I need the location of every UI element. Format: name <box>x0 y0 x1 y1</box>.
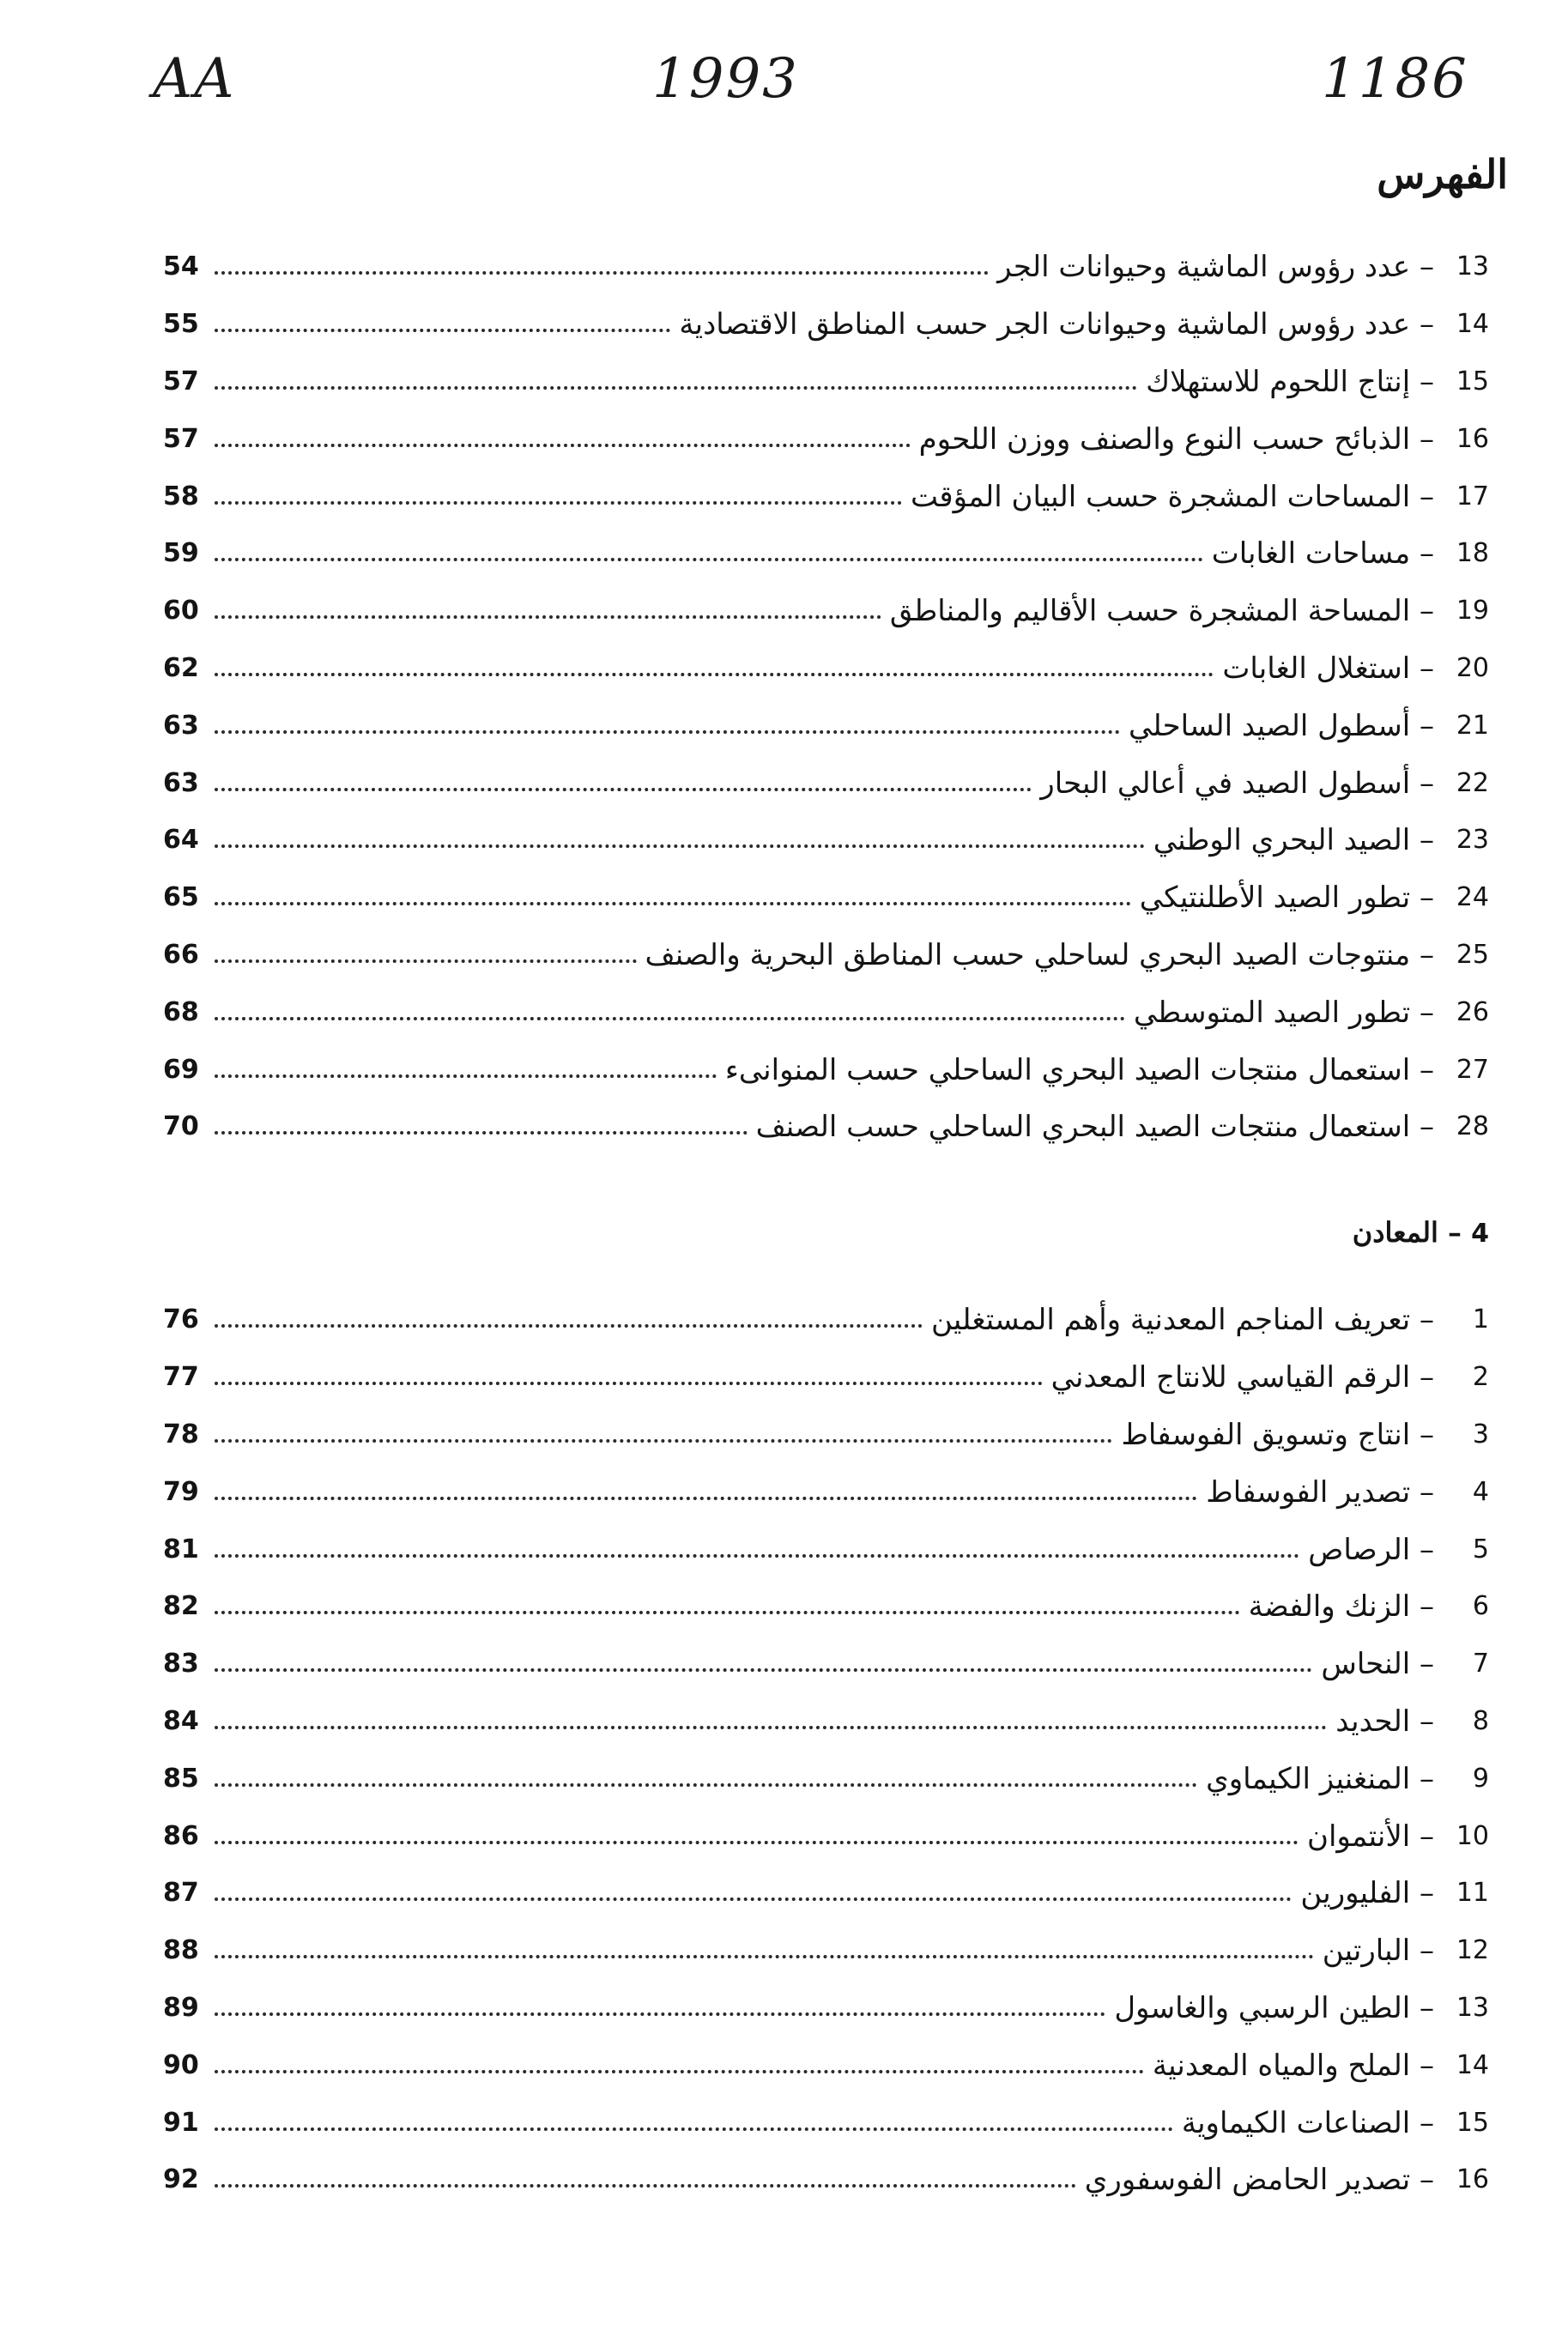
toc-row <box>163 1750 1489 1807</box>
toc-entry-title: – انتاج وتسويق الفوسفاط <box>1121 1417 1434 1452</box>
dot-leader <box>215 1497 1197 1500</box>
toc-page-number: 86 <box>163 1820 199 1851</box>
toc-row <box>163 1865 1489 1922</box>
toc-entry-number: 28 <box>1456 1111 1489 1142</box>
toc-page-number: 63 <box>163 767 199 798</box>
toc-entry-number: 23 <box>1456 825 1489 856</box>
toc-row <box>163 1980 1489 2037</box>
toc-page-number: 55 <box>163 309 199 340</box>
toc-section-livestock <box>163 239 1489 1156</box>
dot-leader <box>215 1439 1112 1443</box>
toc-entry-title: – الفليورين <box>1300 1876 1434 1911</box>
toc-row <box>163 983 1489 1041</box>
toc-page-number: 59 <box>163 538 199 569</box>
toc-entry-number: 26 <box>1456 996 1489 1027</box>
dot-leader <box>215 788 1032 791</box>
toc-row <box>163 1098 1489 1156</box>
handwritten-mark-left: AA <box>153 47 236 111</box>
dot-leader <box>215 1783 1197 1787</box>
dot-leader <box>215 844 1145 848</box>
toc-entry-title: – أسطول الصيد في أعالي البحار <box>1040 766 1434 801</box>
toc-entry-title: – الحديد <box>1335 1704 1434 1739</box>
toc-entry-title: – استعمال منتجات الصيد البحري الساحلي حسب المنوانىء <box>724 1052 1434 1087</box>
dot-leader <box>215 1324 923 1328</box>
toc-page-number: 60 <box>163 596 199 626</box>
toc-entry-title: – الرصاص <box>1308 1532 1434 1567</box>
toc-entry-title: – النحاس <box>1321 1647 1434 1682</box>
toc-entry-title: – الذبائح حسب النوع والصنف ووزن اللحوم <box>918 421 1434 457</box>
toc-page-number: 83 <box>163 1649 199 1679</box>
toc-row <box>163 2151 1489 2209</box>
toc-row <box>163 927 1489 984</box>
toc-row <box>163 239 1489 296</box>
toc-page-number: 69 <box>163 1054 199 1085</box>
toc-entry-title: – منتوجات الصيد البحري لساحلي حسب المناطق البحرية والصنف <box>645 937 1434 972</box>
toc-page-number: 57 <box>163 366 199 396</box>
toc-page-number: 79 <box>163 1476 199 1507</box>
toc-row <box>163 1636 1489 1693</box>
dot-leader <box>215 1841 1299 1844</box>
toc-entry-number: 14 <box>1456 309 1489 340</box>
toc-entry-number: 21 <box>1456 710 1489 741</box>
toc-page-number: 64 <box>163 825 199 856</box>
toc-page-number: 91 <box>163 2107 199 2138</box>
dot-leader <box>215 558 1203 561</box>
dot-leader <box>215 1131 748 1135</box>
toc-entry-number: 25 <box>1456 939 1489 970</box>
toc-entry-number: 22 <box>1456 767 1489 798</box>
toc-row <box>163 1578 1489 1636</box>
toc-row <box>163 1521 1489 1578</box>
dot-leader <box>215 730 1120 734</box>
dot-leader <box>215 386 1137 390</box>
toc-page-number: 54 <box>163 251 199 282</box>
toc-page-number: 89 <box>163 1992 199 2023</box>
toc-entry-number: 5 <box>1472 1534 1489 1564</box>
section-dash: – <box>1447 1216 1462 1249</box>
toc-entry-number: 15 <box>1456 366 1489 396</box>
toc-entry-number: 20 <box>1456 652 1489 683</box>
toc-page-number: 65 <box>163 882 199 913</box>
dot-leader <box>215 329 670 332</box>
toc-page-number: 78 <box>163 1419 199 1449</box>
toc-entry-number: 24 <box>1456 882 1489 913</box>
toc-entry-title: – تطور الصيد المتوسطي <box>1133 995 1434 1030</box>
toc-row <box>163 1922 1489 1980</box>
toc-entry-title: – عدد رؤوس الماشية وحيوانات الجر حسب المناطق الاقتصادية <box>679 307 1434 342</box>
dot-leader <box>215 271 989 275</box>
toc-page-number: 76 <box>163 1304 199 1335</box>
toc-row <box>163 2094 1489 2151</box>
toc-page-number: 84 <box>163 1705 199 1736</box>
toc-entry-title: – أسطول الصيد الساحلي <box>1128 708 1434 743</box>
toc-entry-title: – الرقم القياسي للانتاج المعدني <box>1050 1360 1434 1395</box>
toc-entry-number: 8 <box>1472 1705 1489 1736</box>
handwritten-mark-center: 1993 <box>652 47 799 111</box>
toc-row <box>163 410 1489 468</box>
dot-leader <box>215 501 902 505</box>
toc-row <box>163 1407 1489 1464</box>
toc-entry-number: 6 <box>1472 1591 1489 1622</box>
toc-entry-title: – الزنك والفضة <box>1248 1589 1434 1625</box>
section-number: 4 <box>1471 1219 1489 1249</box>
toc-entry-title: – الصناعات الكيماوية <box>1181 2105 1434 2140</box>
toc-entry-title: – عدد رؤوس الماشية وحيوانات الجر <box>997 250 1434 285</box>
toc-entry-number: 16 <box>1456 423 1489 454</box>
toc-entry-title: – الصيد البحري الوطني <box>1153 823 1434 858</box>
toc-entry-number: 16 <box>1456 2164 1489 2195</box>
toc-row <box>163 869 1489 927</box>
toc-row <box>163 697 1489 754</box>
handwritten-mark-right: 1186 <box>1322 47 1468 111</box>
toc-page-number: 77 <box>163 1362 199 1393</box>
section-heading-minerals <box>1352 1216 1489 1249</box>
toc-row <box>163 1292 1489 1349</box>
toc-row <box>163 2036 1489 2094</box>
toc-row <box>163 525 1489 583</box>
toc-entry-number: 3 <box>1472 1419 1489 1449</box>
toc-entry-number: 13 <box>1456 251 1489 282</box>
dot-leader <box>215 1074 717 1078</box>
toc-row <box>163 1463 1489 1521</box>
dot-leader <box>215 2012 1105 2016</box>
toc-row <box>163 296 1489 354</box>
toc-page-number: 87 <box>163 1878 199 1909</box>
dot-leader <box>215 2184 1076 2188</box>
toc-entry-number: 7 <box>1472 1649 1489 1679</box>
toc-page-number: 92 <box>163 2164 199 2195</box>
toc-entry-title: – تطور الصيد الأطلنتيكي <box>1139 881 1434 916</box>
toc-entry-number: 17 <box>1456 481 1489 511</box>
toc-page-number: 63 <box>163 710 199 741</box>
toc-entry-title: – المنغنيز الكيماوي <box>1206 1761 1434 1796</box>
toc-entry-title: – تصدير الحامض الفوسفوري <box>1084 2163 1434 2198</box>
toc-entry-number: 10 <box>1456 1820 1489 1851</box>
toc-entry-number: 4 <box>1472 1476 1489 1507</box>
toc-entry-title: – تعريف المناجم المعدنية وأهم المستغلين <box>931 1303 1434 1338</box>
toc-entry-number: 9 <box>1472 1763 1489 1794</box>
toc-entry-title: – المساحات المشجرة حسب البيان المؤقت <box>911 479 1434 514</box>
toc-entry-title: – استعمال منتجات الصيد البحري الساحلي حسب الصنف <box>755 1110 1434 1145</box>
dot-leader <box>215 673 1214 676</box>
toc-row <box>163 1807 1489 1865</box>
toc-page-number: 81 <box>163 1534 199 1564</box>
section-title: المعادن <box>1352 1216 1438 1249</box>
toc-entry-number: 12 <box>1456 1935 1489 1966</box>
toc-page-number: 68 <box>163 996 199 1027</box>
toc-page-number: 82 <box>163 1591 199 1622</box>
toc-entry-title: – المساحة المشجرة حسب الأقاليم والمناطق <box>889 594 1434 629</box>
toc-row <box>163 1349 1489 1407</box>
dot-leader <box>215 1611 1240 1614</box>
dot-leader <box>215 902 1131 905</box>
toc-entry-number: 19 <box>1456 596 1489 626</box>
toc-row <box>163 640 1489 698</box>
toc-page-number: 66 <box>163 939 199 970</box>
toc-page-number: 85 <box>163 1763 199 1794</box>
toc-entry-title: – إنتاج اللحوم للاستهلاك <box>1146 364 1434 399</box>
dot-leader <box>215 1726 1327 1729</box>
toc-row <box>163 812 1489 869</box>
toc-entry-number: 2 <box>1472 1362 1489 1393</box>
toc-entry-number: 15 <box>1456 2107 1489 2138</box>
toc-entry-title: – الملح والمياه المعدنية <box>1152 2048 1434 2083</box>
toc-entry-number: 18 <box>1456 538 1489 569</box>
toc-entry-title: – مساحات الغابات <box>1211 536 1434 572</box>
toc-page-number: 58 <box>163 481 199 511</box>
toc-row <box>163 354 1489 411</box>
dot-leader <box>215 1382 1043 1385</box>
toc-entry-number: 14 <box>1456 2049 1489 2080</box>
dot-leader <box>215 1897 1292 1901</box>
toc-entry-title: – البارتين <box>1322 1934 1434 1969</box>
dot-leader <box>215 1668 1312 1672</box>
toc-entry-number: 11 <box>1456 1878 1489 1909</box>
dot-leader <box>215 2127 1173 2131</box>
toc-entry-number: 13 <box>1456 1992 1489 2023</box>
dot-leader <box>215 615 881 619</box>
page-title: الفهرس <box>1377 151 1508 197</box>
toc-entry-title: – الأنتموان <box>1306 1819 1434 1854</box>
toc-row <box>163 468 1489 525</box>
toc-row <box>163 1693 1489 1751</box>
toc-entry-title: – تصدير الفوسفاط <box>1206 1474 1434 1510</box>
toc-page-number: 62 <box>163 652 199 683</box>
dot-leader <box>215 1955 1314 1958</box>
dot-leader <box>215 444 911 447</box>
toc-section-minerals <box>163 1292 1489 2209</box>
toc-page-number: 70 <box>163 1111 199 1142</box>
dot-leader <box>215 1554 1299 1558</box>
toc-entry-title: – الطين الرسبي والغاسول <box>1114 1990 1434 2025</box>
dot-leader <box>215 959 637 963</box>
toc-page-number: 90 <box>163 2049 199 2080</box>
toc-page-number: 88 <box>163 1935 199 1966</box>
toc-entry-number: 27 <box>1456 1054 1489 1085</box>
toc-row <box>163 583 1489 640</box>
toc-row <box>163 1041 1489 1098</box>
toc-entry-title: – استغلال الغابات <box>1222 651 1434 686</box>
toc-row <box>163 754 1489 812</box>
dot-leader <box>215 1017 1125 1020</box>
toc-page-number: 57 <box>163 423 199 454</box>
toc-entry-number: 1 <box>1472 1304 1489 1335</box>
dot-leader <box>215 2070 1144 2073</box>
